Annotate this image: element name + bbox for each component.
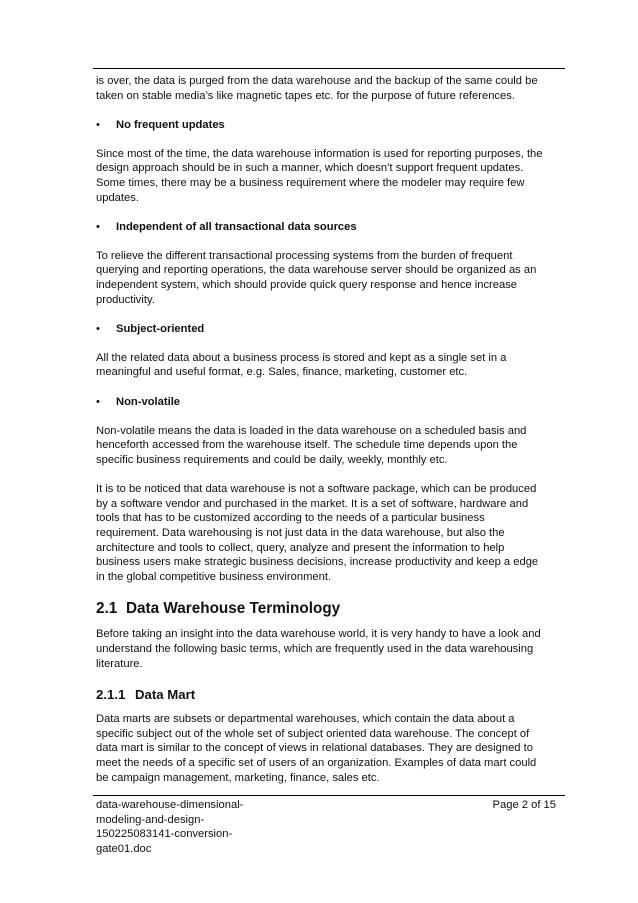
bullet-icon: • [96, 119, 100, 132]
section-paragraph: All the related data about a business process is stored and kept as a single set in a meaningful and useful format, e.g. Sales, finance, marketing, customer etc. [96, 351, 507, 379]
section-paragraph: Since most of the time, the data warehouse information is used for reporting purposes, the design approach should be in such a manner, which doesn’t support frequent updates. Some times, there may be a business requirement where the modeler may require few updates. [96, 147, 543, 204]
subsection-paragraph: Data marts are subsets or departmental warehouses, which contain the data about a specific subject out of the whole set of subject oriented data warehouse. The concept of data mart is similar to the concept of views in relational databases. They are designed to meet the needs of a specific set of users of an organization. Examples of data mart could be campaign management, marketing, finance, sales etc. [96, 713, 537, 784]
bullet-heading: • Independent of all transactional data sources [96, 221, 357, 234]
bullet-icon: • [96, 395, 100, 408]
section-heading: 2.1 Data Warehouse Terminology [96, 600, 341, 618]
section-paragraph: Non-volatile means the data is loaded in the data warehouse on a scheduled basis and henceforth accessed from the warehouse itself. The schedule time depends upon the specific business requirements and could be daily, weekly, monthly etc. [96, 424, 527, 466]
section-paragraph: To relieve the different transactional processing systems from the burden of frequent querying and reporting operations, the data warehouse server should be organized as an independent system, which should provide quick query response and hence increase productivity. [96, 249, 537, 306]
bullet-heading: • No frequent updates [96, 119, 225, 132]
header-rule [93, 68, 565, 69]
document-body [96, 74, 546, 800]
closing-paragraph: It is to be noticed that data warehouse is not a software package, which can be produced by a software vendor and purchased in the market. It is a set of software, hardware and tools that has to be customized according to the needs of a particular business requirement. Data warehousing is not just data in the data warehouse, but also the architecture and tools to collect, query, analyze and present the information to help business users make strategic business decisions, increase productivity and keep a edge in the global competitive business environment. [96, 483, 539, 583]
bullet-heading: • Subject-oriented [96, 323, 205, 336]
continuation-paragraph: is over, the data is purged from the data warehouse and the backup of the same could be taken on stable media’s like magnetic tapes etc. for the purpose of future references. [96, 75, 538, 102]
bullet-heading: • Non-volatile [96, 395, 181, 408]
bullet-icon: • [96, 221, 100, 234]
bullet-icon: • [96, 323, 100, 336]
section-intro-paragraph: Before taking an insight into the data warehouse world, it is very handy to have a look and understand the following basic terms, which are frequently used in the data warehousing literature. [96, 628, 541, 670]
footer-filename: data-warehouse-dimensional-modeling-and-design-150225083141-conversion-gate01.doc [96, 799, 244, 856]
subsection-heading: 2.1.1 Data Mart [96, 687, 196, 703]
footer-rule [93, 795, 565, 796]
footer-page-number: Page 2 of 15 [492, 799, 556, 811]
